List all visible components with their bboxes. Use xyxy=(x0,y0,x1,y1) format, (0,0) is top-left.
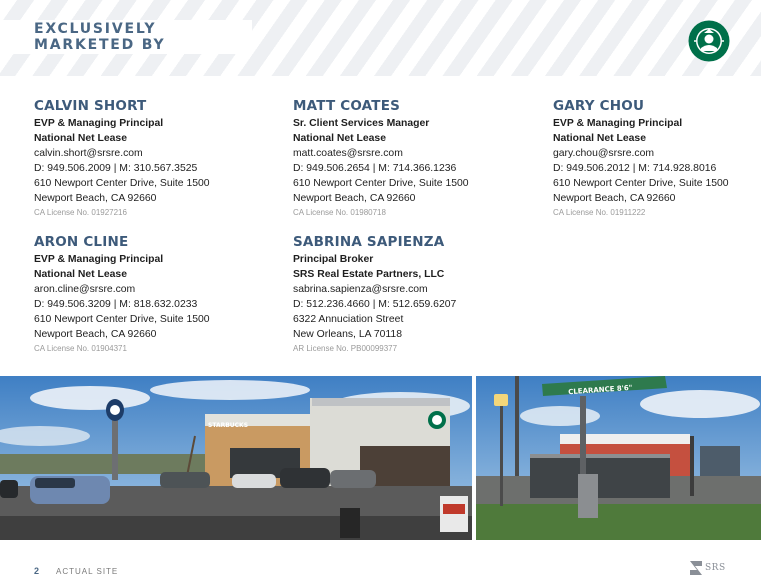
contact-license: CA License No. 01980718 xyxy=(293,208,386,217)
contact-city: Newport Beach, CA 92660 xyxy=(34,193,157,204)
contact-phone: D: 949.506.2009 | M: 310.567.3525 xyxy=(34,163,198,174)
contact-license: CA License No. 01911222 xyxy=(553,208,646,217)
clearance-sign-text: CLEARANCE 8'6" xyxy=(567,383,633,397)
page-number: 2 xyxy=(34,566,40,576)
page-title: EXCLUSIVELY MARKETED BY xyxy=(34,21,166,53)
contact-company: National Net Lease xyxy=(553,133,646,144)
contact-card xyxy=(293,98,523,220)
contact-name: SABRINA SAPIENZA xyxy=(293,234,445,250)
contact-license: CA License No. 01927216 xyxy=(34,208,127,217)
site-photo xyxy=(0,376,761,540)
contact-license: CA License No. 01904371 xyxy=(34,344,127,353)
contact-phone: D: 949.506.3209 | M: 818.632.0233 xyxy=(34,299,198,310)
contact-email[interactable]: aron.cline@srsre.com xyxy=(34,284,136,295)
contact-name: GARY CHOU xyxy=(553,98,645,114)
contact-phone: D: 949.506.2654 | M: 714.366.1236 xyxy=(293,163,457,174)
srs-logo-icon xyxy=(690,561,702,575)
starbucks-logo xyxy=(688,20,730,62)
contact-company: National Net Lease xyxy=(293,133,386,144)
contact-company: National Net Lease xyxy=(34,269,127,280)
contact-card xyxy=(34,98,264,220)
store-sign-text: STARBUCKS xyxy=(208,422,249,429)
contact-card xyxy=(34,234,264,356)
footer-label: ACTUAL SITE xyxy=(56,567,119,576)
contact-title: Sr. Client Services Manager xyxy=(293,118,430,129)
contact-address: 610 Newport Center Drive, Suite 1500 xyxy=(293,178,469,189)
contact-email[interactable]: sabrina.sapienza@srsre.com xyxy=(293,284,428,295)
contact-company: SRS Real Estate Partners, LLC xyxy=(293,269,445,280)
contact-title: EVP & Managing Principal xyxy=(553,118,683,129)
contact-email[interactable]: matt.coates@srsre.com xyxy=(293,148,403,159)
header-band xyxy=(0,0,761,76)
contact-city: Newport Beach, CA 92660 xyxy=(553,193,676,204)
contact-city: New Orleans, LA 70118 xyxy=(293,329,402,340)
contact-address: 610 Newport Center Drive, Suite 1500 xyxy=(34,178,210,189)
contact-title: EVP & Managing Principal xyxy=(34,118,164,129)
contact-name: MATT COATES xyxy=(293,98,401,114)
contact-title: Principal Broker xyxy=(293,254,374,265)
contact-license: AR License No. PB00099377 xyxy=(293,344,398,353)
contact-email[interactable]: gary.chou@srsre.com xyxy=(553,148,655,159)
contact-city: Newport Beach, CA 92660 xyxy=(34,329,157,340)
srs-logo-text: SRS xyxy=(705,563,726,573)
contact-name: CALVIN SHORT xyxy=(34,98,147,114)
contact-city: Newport Beach, CA 92660 xyxy=(293,193,416,204)
contact-address: 610 Newport Center Drive, Suite 1500 xyxy=(553,178,729,189)
contact-card xyxy=(553,98,753,220)
contact-address: 6322 Annuciation Street xyxy=(293,314,404,325)
contact-name: ARON CLINE xyxy=(34,234,129,250)
contact-phone: D: 512.236.4660 | M: 512.659.6207 xyxy=(293,299,457,310)
header-title-box xyxy=(0,20,252,54)
contact-email[interactable]: calvin.short@srsre.com xyxy=(34,148,143,159)
srs-logo xyxy=(690,560,730,576)
contact-phone: D: 949.506.2012 | M: 714.928.8016 xyxy=(553,163,717,174)
contact-address: 610 Newport Center Drive, Suite 1500 xyxy=(34,314,210,325)
contact-card xyxy=(293,234,523,356)
contact-title: EVP & Managing Principal xyxy=(34,254,164,265)
contact-company: National Net Lease xyxy=(34,133,127,144)
